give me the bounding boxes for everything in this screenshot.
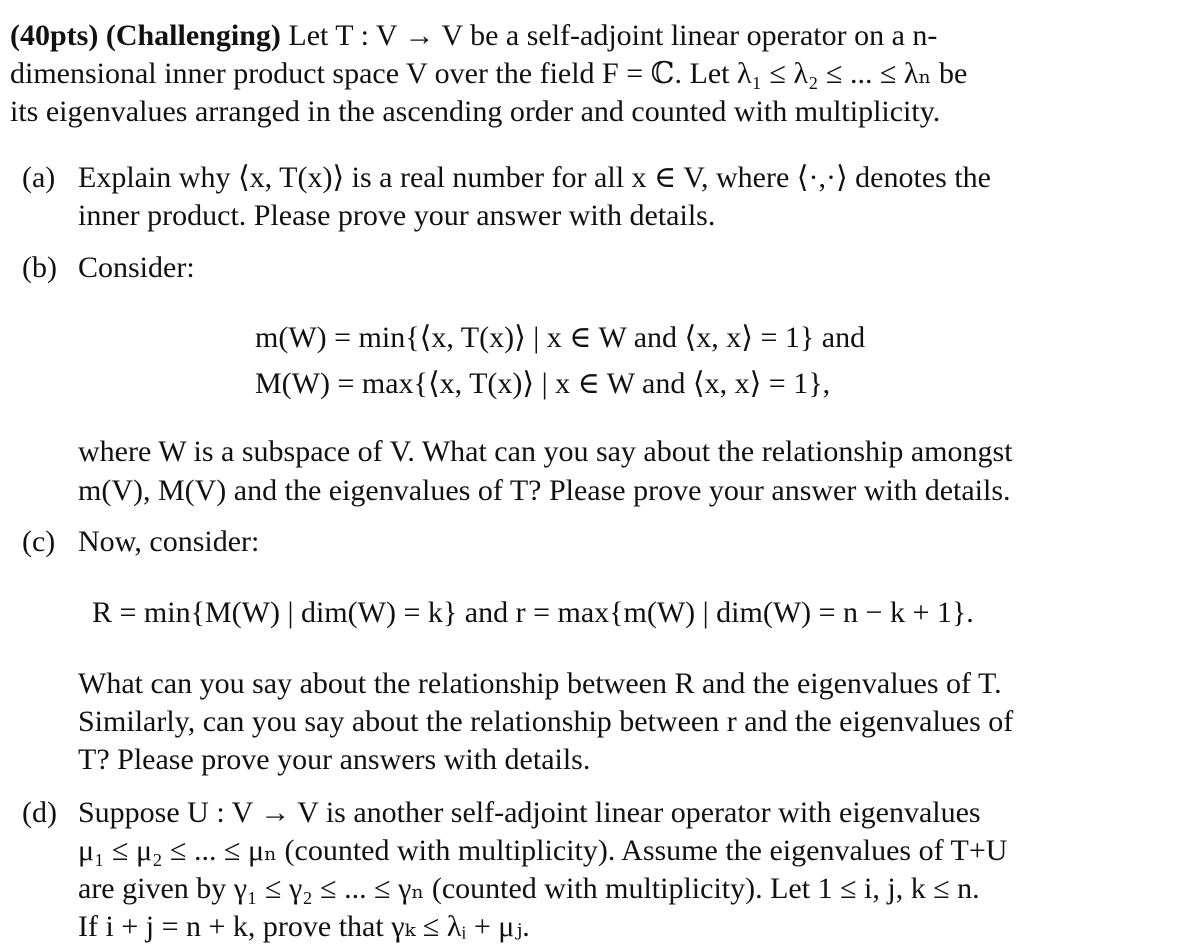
- part-a-label: (a): [22, 161, 56, 194]
- part-c-equation: R = min{M(W) | dim(W) = k} and r = max{m(W) | dim(W) = n − k + 1}.: [92, 596, 974, 629]
- part-d-line-1: Suppose U : V → V is another self-adjoint linear operator with eigenvalues: [78, 796, 981, 829]
- part-c-intro: Now, consider:: [78, 525, 260, 558]
- part-c-line-2: Similarly, can you say about the relationship between r and the eigenvalues of: [78, 705, 1014, 738]
- part-b-equation-2: M(W) = max{⟨x, T(x)⟩ | x ∈ W and ⟨x, x⟩ = 1},: [255, 367, 831, 400]
- part-a-line-2: inner product. Please prove your answer with details.: [78, 199, 716, 232]
- part-d-line-2: μ₁ ≤ μ₂ ≤ ... ≤ μₙ (counted with multiplicity). Assume the eigenvalues of T+U: [78, 834, 1008, 867]
- part-d-label: (d): [22, 796, 57, 829]
- part-c-label: (c): [22, 525, 56, 558]
- part-d-line-3: are given by γ₁ ≤ γ₂ ≤ ... ≤ γₙ (counted with multiplicity). Let 1 ≤ i, j, k ≤ n.: [78, 872, 980, 905]
- part-b-intro: Consider:: [78, 251, 195, 284]
- part-b-line-1: where W is a subspace of V. What can you say about the relationship amongst: [78, 435, 1013, 468]
- problem-statement-line-2: dimensional inner product space V over the field F = ℂ. Let λ₁ ≤ λ₂ ≤ ... ≤ λₙ be: [10, 57, 968, 90]
- part-c-line-3: T? Please prove your answers with details.: [78, 743, 591, 776]
- part-c-line-1: What can you say about the relationship between R and the eigenvalues of T.: [78, 667, 1002, 700]
- points-label: (40pts): [10, 19, 99, 52]
- problem-statement-line-3: its eigenvalues arranged in the ascending order and counted with multiplicity.: [10, 95, 941, 128]
- part-a-line-1: Explain why ⟨x, T(x)⟩ is a real number for all x ∈ V, where ⟨·,·⟩ denotes the: [78, 161, 991, 194]
- part-b-equation-1: m(W) = min{⟨x, T(x)⟩ | x ∈ W and ⟨x, x⟩ = 1} and: [255, 321, 866, 354]
- part-b-line-2: m(V), M(V) and the eigenvalues of T? Please prove your answer with details.: [78, 474, 1011, 507]
- difficulty-label: (Challenging): [105, 19, 281, 52]
- part-b-label: (b): [22, 251, 57, 284]
- part-d-line-4: If i + j = n + k, prove that γₖ ≤ λᵢ + μⱼ.: [78, 910, 530, 943]
- statement-text: Let T : V → V be a self-adjoint linear operator on a n-: [288, 19, 938, 52]
- problem-statement-line-1: [10, 18, 937, 56]
